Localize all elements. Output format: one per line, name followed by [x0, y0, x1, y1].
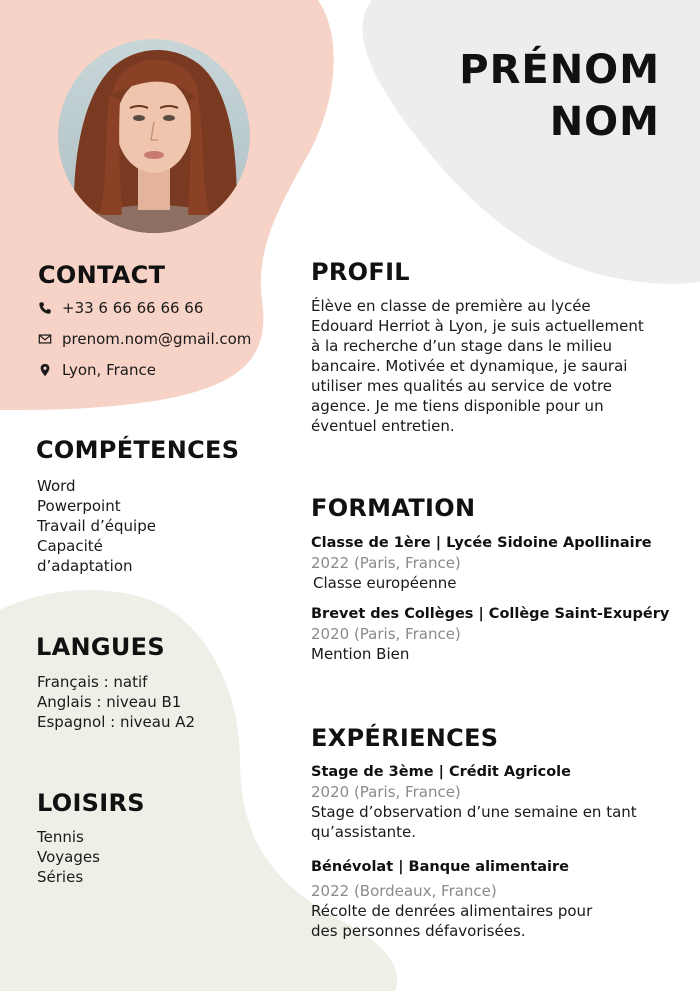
mail-icon [38, 332, 52, 346]
language-item: Anglais : niveau B1 [37, 693, 182, 711]
education-heading: FORMATION [311, 494, 476, 522]
profile-text [311, 296, 681, 436]
last-name: NOM [549, 99, 660, 145]
experience-entry-meta: 2020 (Paris, France) [311, 783, 461, 801]
skills-heading: COMPÉTENCES [36, 436, 240, 464]
skill-item: d’adaptation [37, 557, 133, 575]
profile-line: utiliser mes qualités au service de votre [311, 377, 613, 395]
education-entry-title: Classe de 1ère | Lycée Sidoine Apollinaire [311, 535, 652, 551]
languages-list [37, 672, 195, 732]
profile-line: Élève en classe de première au lycée [311, 297, 591, 315]
hobby-item: Séries [37, 868, 84, 886]
experience-entry-desc: qu’assistante. [311, 823, 417, 841]
contact-email-row [38, 329, 251, 349]
profile-heading: PROFIL [311, 258, 410, 286]
experience-entry-desc: Stage d’observation d’une semaine en tant [311, 803, 637, 821]
profile-line: agence. Je me tiens disponible pour un [311, 397, 604, 415]
language-item: Espagnol : niveau A2 [37, 713, 196, 731]
location-pin-icon [38, 363, 52, 377]
education-entry [311, 604, 691, 664]
first-name: PRÉNOM [459, 47, 660, 93]
education-entry-meta: 2020 (Paris, France) [311, 625, 461, 643]
experience-entry-title: Stage de 3ème | Crédit Agricole [311, 764, 571, 780]
profile-line: Edouard Herriot à Lyon, je suis actuellement [311, 317, 644, 335]
contact-heading: CONTACT [38, 261, 166, 289]
profile-line: à la recherche d’un stage dans le milieu [311, 337, 613, 355]
education-entry-desc: Classe européenne [313, 574, 457, 592]
skill-item: Capacité [37, 537, 103, 555]
education-entry-title: Brevet des Collèges | Collège Saint-Exupéry [311, 606, 670, 622]
experience-entry-desc: des personnes défavorisées. [311, 922, 526, 940]
languages-heading: LANGUES [36, 633, 165, 661]
phone-icon [38, 301, 52, 315]
experience-heading: EXPÉRIENCES [311, 724, 499, 752]
hobby-item: Voyages [37, 848, 100, 866]
hobbies-heading: LOISIRS [37, 789, 145, 817]
skill-item: Word [37, 477, 76, 495]
hobbies-list [37, 827, 100, 887]
contact-location-row [38, 360, 156, 380]
hobby-item: Tennis [37, 828, 84, 846]
experience-entry [311, 762, 691, 842]
contact-phone-row [38, 298, 203, 318]
profile-line: bancaire. Motivée et dynamique, je saurai [311, 357, 628, 375]
language-item: Français : natif [37, 673, 148, 691]
experience-entry-desc: Récolte de denrées alimentaires pour [311, 902, 593, 920]
skill-item: Powerpoint [37, 497, 121, 515]
contact-email: prenom.nom@gmail.com [62, 330, 252, 348]
contact-location: Lyon, France [62, 361, 156, 379]
education-entry-meta: 2022 (Paris, France) [311, 554, 461, 572]
education-entry [311, 533, 691, 593]
contact-phone: +33 6 66 66 66 66 [62, 299, 204, 317]
experience-entry [311, 857, 691, 941]
education-entry-desc: Mention Bien [311, 645, 410, 663]
experience-entry-title: Bénévolat | Banque alimentaire [311, 859, 569, 875]
experience-entry-meta: 2022 (Bordeaux, France) [311, 882, 497, 900]
skills-list [37, 476, 156, 576]
profile-line: éventuel entretien. [311, 417, 455, 435]
skill-item: Travail d’équipe [37, 517, 156, 535]
